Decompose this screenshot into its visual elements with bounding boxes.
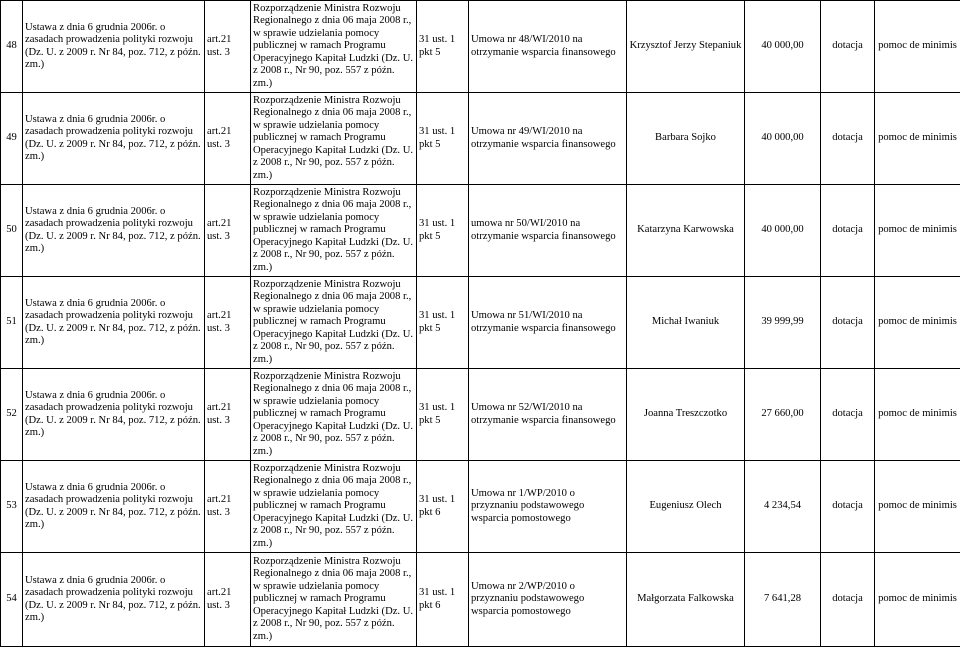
row-number: 52 bbox=[1, 369, 23, 461]
paragraph-cell: 31 ust. 1 pkt 5 bbox=[417, 1, 469, 93]
aid-type-cell: pomoc de minimis bbox=[875, 277, 960, 369]
row-number: 49 bbox=[1, 93, 23, 185]
recipient-cell: Katarzyna Karwowska bbox=[627, 185, 745, 277]
row-number: 50 bbox=[1, 185, 23, 277]
recipient-cell: Małgorzata Falkowska bbox=[627, 553, 745, 647]
aid-form-cell: dotacja bbox=[821, 369, 875, 461]
row-number: 54 bbox=[1, 553, 23, 647]
legal-basis-cell: Ustawa z dnia 6 grudnia 2006r. o zasadach prowadzenia polityki rozwoju (Dz. U. z 2009 r. Nr 84, poz. 712, z późn. zm.) bbox=[23, 1, 205, 93]
aid-type-cell: pomoc de minimis bbox=[875, 185, 960, 277]
contract-cell: Umowa nr 1/WP/2010 o przyznaniu podstawowego wsparcia pomostowego bbox=[469, 461, 627, 553]
regulation-cell: Rozporządzenie Ministra Rozwoju Regionalnego z dnia 06 maja 2008 r., w sprawie udzielania pomocy publicznej w ramach Programu Operacyjnego Kapitał Ludzki (Dz. U. z 2008 r., Nr 90, poz. 557 z późn. zm.) bbox=[251, 369, 417, 461]
legal-basis-cell: Ustawa z dnia 6 grudnia 2006r. o zasadach prowadzenia polityki rozwoju (Dz. U. z 2009 r. Nr 84, poz. 712, z późn. zm.) bbox=[23, 277, 205, 369]
amount-cell: 39 999,99 bbox=[745, 277, 821, 369]
paragraph-cell: 31 ust. 1 pkt 5 bbox=[417, 369, 469, 461]
legal-basis-cell: Ustawa z dnia 6 grudnia 2006r. o zasadach prowadzenia polityki rozwoju (Dz. U. z 2009 r. Nr 84, poz. 712, z późn. zm.) bbox=[23, 553, 205, 647]
contract-cell: Umowa nr 52/WI/2010 na otrzymanie wsparcia finansowego bbox=[469, 369, 627, 461]
legal-basis-cell: Ustawa z dnia 6 grudnia 2006r. o zasadach prowadzenia polityki rozwoju (Dz. U. z 2009 r. Nr 84, poz. 712, z późn. zm.) bbox=[23, 185, 205, 277]
aid-form-cell: dotacja bbox=[821, 461, 875, 553]
recipient-cell: Krzysztof Jerzy Stepaniuk bbox=[627, 1, 745, 93]
regulation-cell: Rozporządzenie Ministra Rozwoju Regionalnego z dnia 06 maja 2008 r., w sprawie udzielania pomocy publicznej w ramach Programu Operacyjnego Kapitał Ludzki (Dz. U. z 2008 r., Nr 90, poz. 557 z późn. zm.) bbox=[251, 277, 417, 369]
aid-form-cell: dotacja bbox=[821, 93, 875, 185]
aid-type-cell: pomoc de minimis bbox=[875, 369, 960, 461]
paragraph-cell: 31 ust. 1 pkt 5 bbox=[417, 93, 469, 185]
table-row bbox=[1, 93, 960, 185]
amount-cell: 40 000,00 bbox=[745, 93, 821, 185]
aid-form-cell: dotacja bbox=[821, 277, 875, 369]
amount-cell: 27 660,00 bbox=[745, 369, 821, 461]
article-cell: art.21 ust. 3 bbox=[205, 1, 251, 93]
table-row bbox=[1, 185, 960, 277]
table-row bbox=[1, 369, 960, 461]
table-row bbox=[1, 277, 960, 369]
recipient-cell: Joanna Treszczotko bbox=[627, 369, 745, 461]
aid-form-cell: dotacja bbox=[821, 1, 875, 93]
article-cell: art.21 ust. 3 bbox=[205, 185, 251, 277]
legal-basis-cell: Ustawa z dnia 6 grudnia 2006r. o zasadach prowadzenia polityki rozwoju (Dz. U. z 2009 r. Nr 84, poz. 712, z późn. zm.) bbox=[23, 369, 205, 461]
contract-cell: umowa nr 50/WI/2010 na otrzymanie wsparcia finansowego bbox=[469, 185, 627, 277]
regulation-cell: Rozporządzenie Ministra Rozwoju Regionalnego z dnia 06 maja 2008 r., w sprawie udzielania pomocy publicznej w ramach Programu Operacyjnego Kapitał Ludzki (Dz. U. z 2008 r., Nr 90, poz. 557 z późn. zm.) bbox=[251, 185, 417, 277]
legal-basis-cell: Ustawa z dnia 6 grudnia 2006r. o zasadach prowadzenia polityki rozwoju (Dz. U. z 2009 r. Nr 84, poz. 712, z późn. zm.) bbox=[23, 93, 205, 185]
regulation-cell: Rozporządzenie Ministra Rozwoju Regionalnego z dnia 06 maja 2008 r., w sprawie udzielania pomocy publicznej w ramach Programu Operacyjnego Kapitał Ludzki (Dz. U. z 2008 r., Nr 90, poz. 557 z późn. zm.) bbox=[251, 1, 417, 93]
aid-form-cell: dotacja bbox=[821, 185, 875, 277]
contract-cell: Umowa nr 2/WP/2010 o przyznaniu podstawowego wsparcia pomostowego bbox=[469, 553, 627, 647]
table-row bbox=[1, 553, 960, 647]
table-row bbox=[1, 461, 960, 553]
contract-cell: Umowa nr 49/WI/2010 na otrzymanie wsparcia finansowego bbox=[469, 93, 627, 185]
recipient-cell: Michał Iwaniuk bbox=[627, 277, 745, 369]
row-number: 48 bbox=[1, 1, 23, 93]
amount-cell: 40 000,00 bbox=[745, 185, 821, 277]
recipient-cell: Eugeniusz Olech bbox=[627, 461, 745, 553]
contract-cell: Umowa nr 51/WI/2010 na otrzymanie wsparcia finansowego bbox=[469, 277, 627, 369]
row-number: 51 bbox=[1, 277, 23, 369]
aid-type-cell: pomoc de minimis bbox=[875, 553, 960, 647]
aid-type-cell: pomoc de minimis bbox=[875, 1, 960, 93]
article-cell: art.21 ust. 3 bbox=[205, 553, 251, 647]
article-cell: art.21 ust. 3 bbox=[205, 277, 251, 369]
article-cell: art.21 ust. 3 bbox=[205, 93, 251, 185]
paragraph-cell: 31 ust. 1 pkt 5 bbox=[417, 185, 469, 277]
aid-type-cell: pomoc de minimis bbox=[875, 461, 960, 553]
amount-cell: 4 234,54 bbox=[745, 461, 821, 553]
article-cell: art.21 ust. 3 bbox=[205, 461, 251, 553]
regulation-cell: Rozporządzenie Ministra Rozwoju Regionalnego z dnia 06 maja 2008 r., w sprawie udzielania pomocy publicznej w ramach Programu Operacyjnego Kapitał Ludzki (Dz. U. z 2008 r., Nr 90, poz. 557 z późn. zm.) bbox=[251, 93, 417, 185]
amount-cell: 40 000,00 bbox=[745, 1, 821, 93]
regulation-cell: Rozporządzenie Ministra Rozwoju Regionalnego z dnia 06 maja 2008 r., w sprawie udzielania pomocy publicznej w ramach Programu Operacyjnego Kapitał Ludzki (Dz. U. z 2008 r., Nr 90, poz. 557 z późn. zm.) bbox=[251, 461, 417, 553]
recipient-cell: Barbara Sojko bbox=[627, 93, 745, 185]
article-cell: art.21 ust. 3 bbox=[205, 369, 251, 461]
aid-type-cell: pomoc de minimis bbox=[875, 93, 960, 185]
paragraph-cell: 31 ust. 1 pkt 6 bbox=[417, 553, 469, 647]
table-row bbox=[1, 1, 960, 93]
row-number: 53 bbox=[1, 461, 23, 553]
aid-form-cell: dotacja bbox=[821, 553, 875, 647]
paragraph-cell: 31 ust. 1 pkt 6 bbox=[417, 461, 469, 553]
regulation-cell: Rozporządzenie Ministra Rozwoju Regionalnego z dnia 06 maja 2008 r., w sprawie udzielania pomocy publicznej w ramach Programu Operacyjnego Kapitał Ludzki (Dz. U. z 2008 r., Nr 90, poz. 557 z późn. zm.) bbox=[251, 553, 417, 647]
paragraph-cell: 31 ust. 1 pkt 5 bbox=[417, 277, 469, 369]
legal-basis-cell: Ustawa z dnia 6 grudnia 2006r. o zasadach prowadzenia polityki rozwoju (Dz. U. z 2009 r. Nr 84, poz. 712, z późn. zm.) bbox=[23, 461, 205, 553]
amount-cell: 7 641,28 bbox=[745, 553, 821, 647]
contract-cell: Umowa nr 48/WI/2010 na otrzymanie wsparcia finansowego bbox=[469, 1, 627, 93]
